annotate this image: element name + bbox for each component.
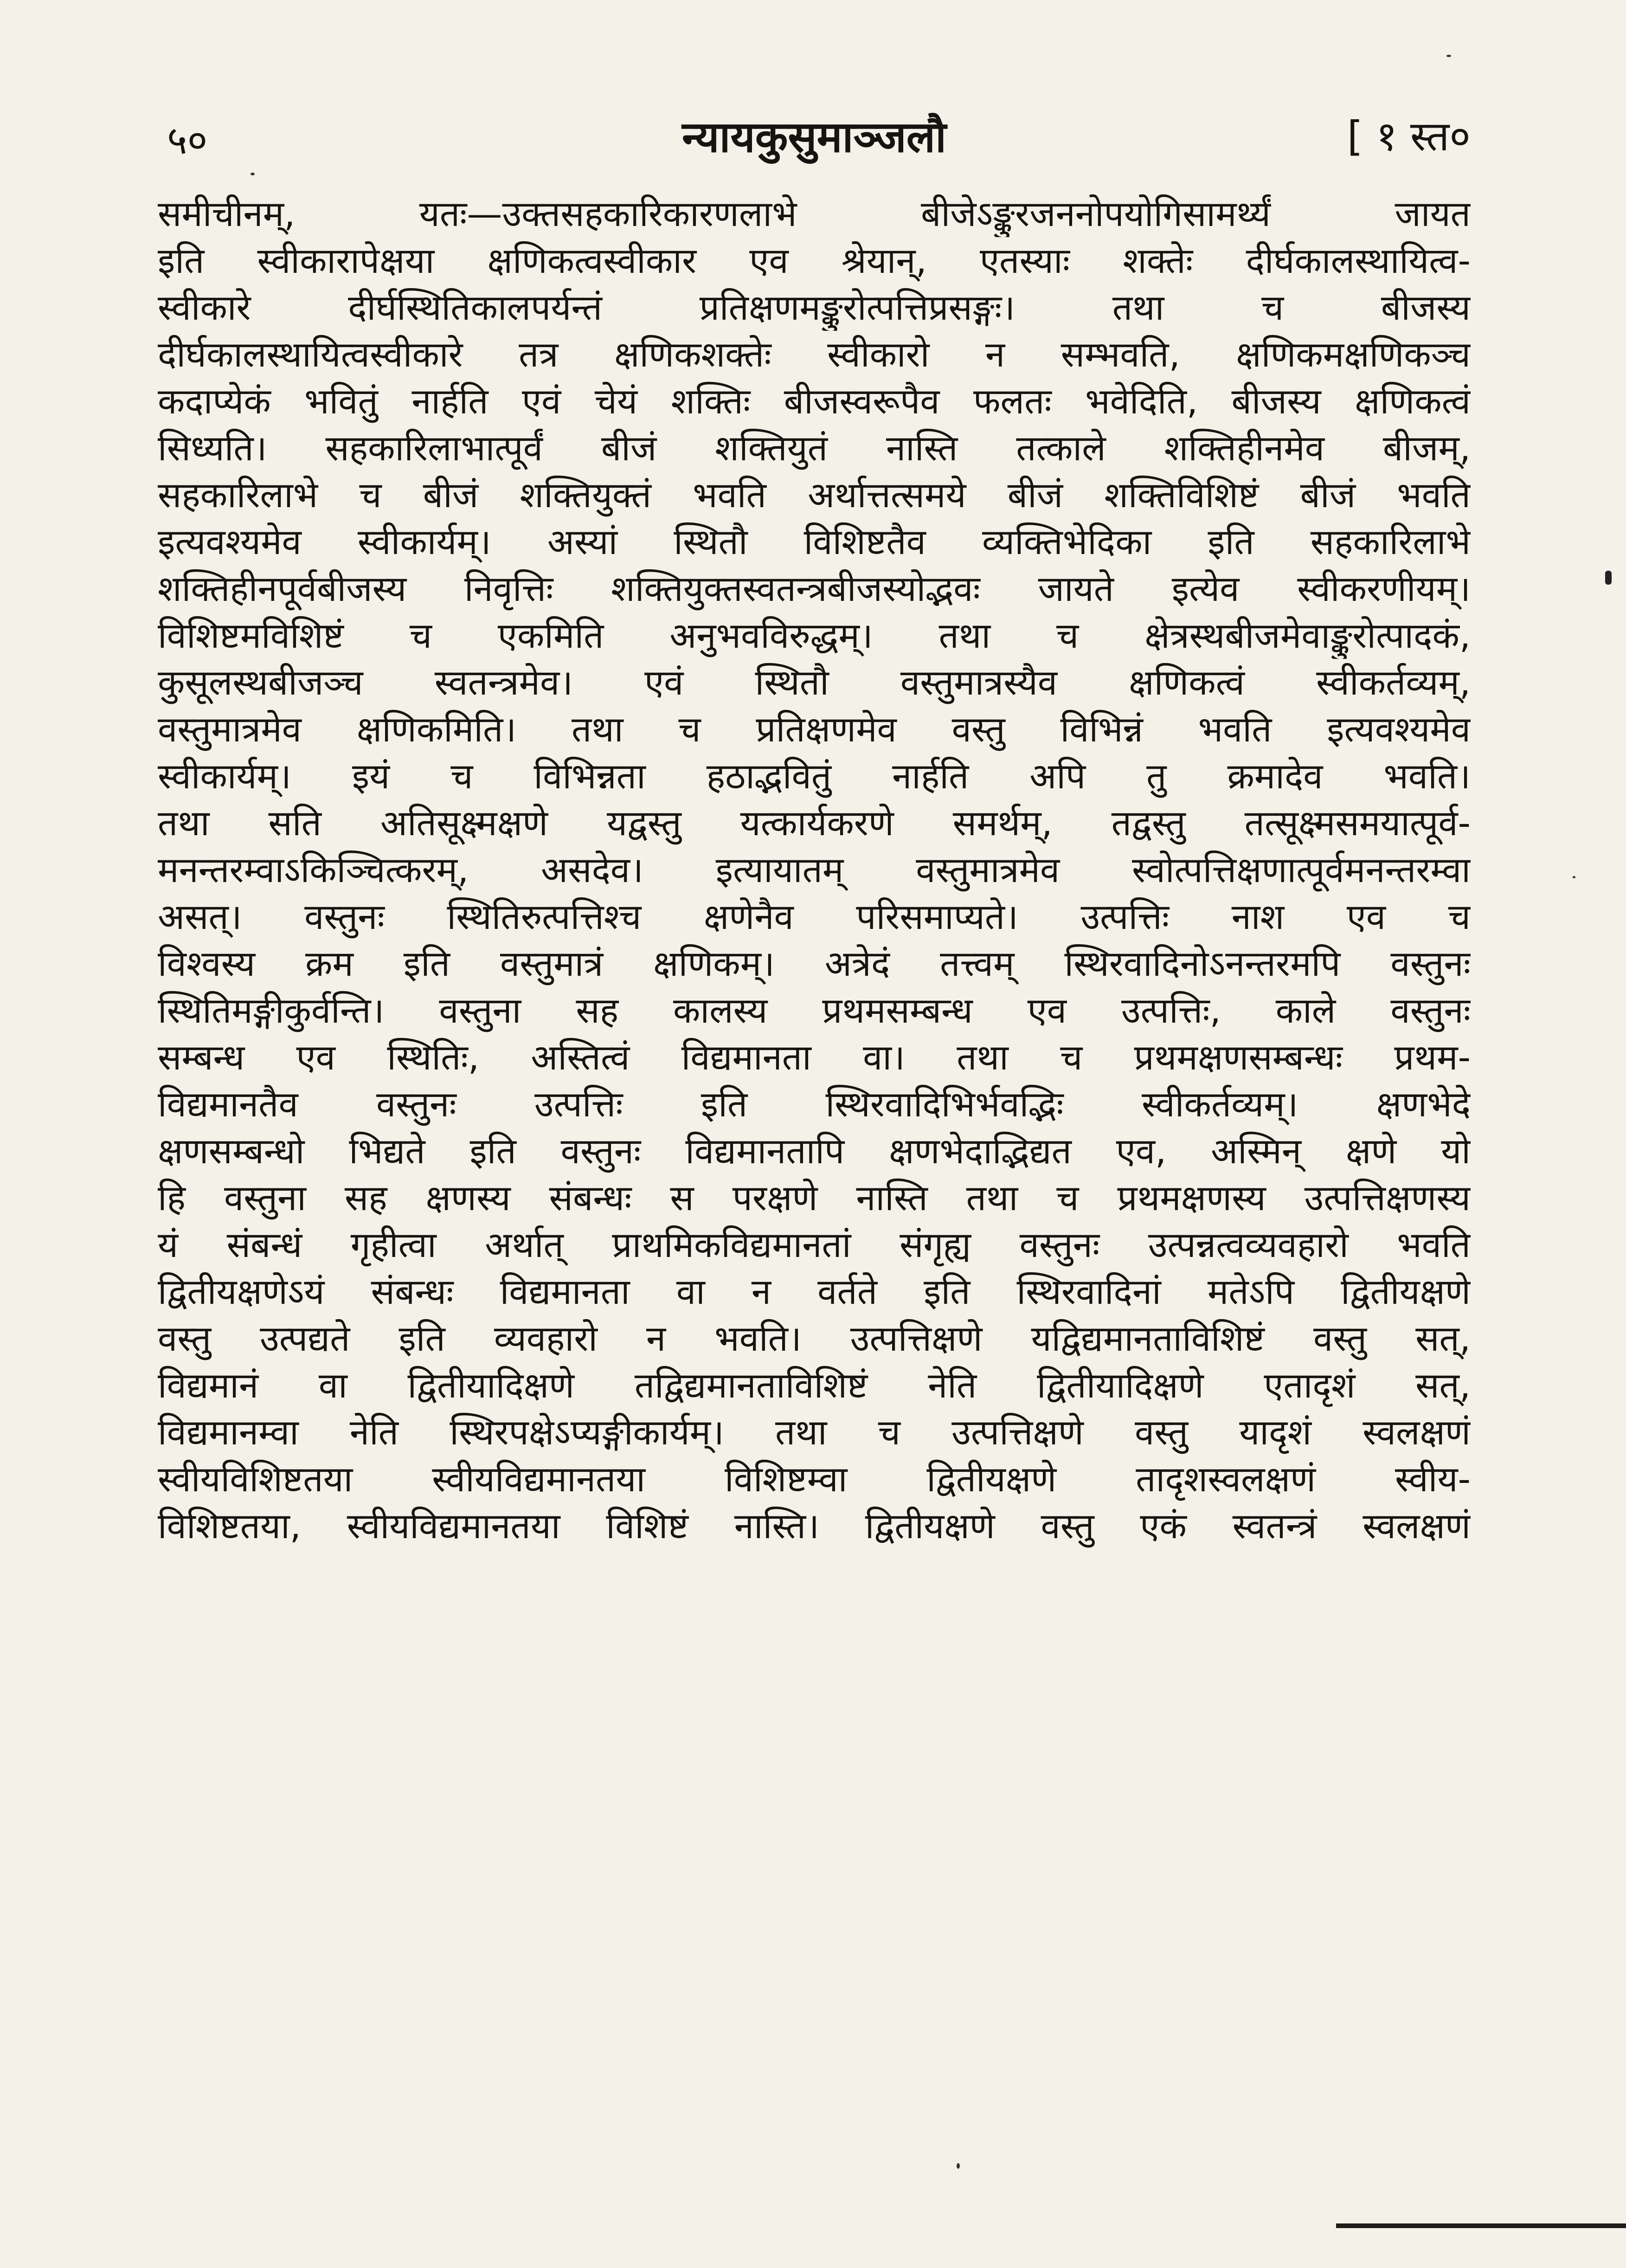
text-line: स्वीकारे दीर्घस्थितिकालपर्यन्तं प्रतिक्षणमङ्कुरोत्पत्तिप्रसङ्गः। तथा च बीजस्य: [158, 287, 1471, 328]
scan-speck: [1573, 876, 1575, 878]
scan-speck: [957, 2163, 960, 2169]
text-line: इति स्वीकारापेक्षया क्षणिकत्वस्वीकार एव श्रेयान्, एतस्याः शक्तेः दीर्घकालस्थायित्व-: [158, 240, 1471, 281]
text-line: वस्तु उत्पद्यते इति व्यवहारो न भवति। उत्पत्तिक्षणे यद्विद्यमानताविशिष्टं वस्तु सत्,: [158, 1318, 1471, 1359]
bottom-rule: [1336, 2223, 1626, 2228]
text-line: क्षणसम्बन्धो भिद्यते इति वस्तुनः विद्यमानतापि क्षणभेदाद्भिद्यत एव, अस्मिन् क्षणे यो: [158, 1130, 1471, 1172]
text-line: विद्यमानम्वा नेति स्थिरपक्षेऽप्यङ्गीकार्यम्। तथा च उत्पत्तिक्षणे वस्तु यादृशं स्वलक्षणं: [158, 1411, 1471, 1453]
text-line: यं संबन्धं गृहीत्वा अर्थात् प्राथमिकविद्यमानतां संगृह्य वस्तुनः उत्पन्नत्वव्यवहारो भवति: [158, 1224, 1471, 1265]
page-header: [158, 111, 1471, 176]
margin-mark: [1605, 571, 1612, 585]
text-line: मनन्तरम्वाऽकिञ्चित्करम्, असदेव। इत्यायातम् वस्तुमात्रमेव स्वोत्पत्तिक्षणात्पूर्वमनन्तरम्वा: [158, 849, 1471, 890]
text-line: असत्। वस्तुनः स्थितिरुत्पत्तिश्च क्षणेनैव परिसमाप्यते। उत्पत्तिः नाश एव च: [158, 896, 1471, 937]
text-line: वस्तुमात्रमेव क्षणिकमिति। तथा च प्रतिक्षणमेव वस्तु विभिन्नं भवति इत्यवश्यमेव: [158, 709, 1471, 750]
text-line: दीर्घकालस्थायित्वस्वीकारे तत्र क्षणिकशक्तेः स्वीकारो न सम्भवति, क्षणिकमक्षणिकञ्च: [158, 334, 1471, 375]
running-title: न्यायकुसुमाञ्जलौ: [682, 112, 946, 162]
body-text: [158, 190, 1471, 1549]
text-line: सहकारिलाभे च बीजं शक्तियुक्तं भवति अर्थात्तत्समये बीजं शक्तिविशिष्टं बीजं भवति: [158, 474, 1471, 515]
text-line: द्वितीयक्षणेऽयं संबन्धः विद्यमानता वा न वर्तते इति स्थिरवादिनां मतेऽपि द्वितीयक्षणे: [158, 1271, 1471, 1312]
scan-speck: [1446, 55, 1451, 57]
text-line: विश्वस्य क्रम इति वस्तुमात्रं क्षणिकम्। अत्रेदं तत्त्वम् स्थिरवादिनोऽनन्तरमपि वस्तुनः: [158, 943, 1471, 984]
text-line: विशिष्टतया, स्वीयविद्यमानतया विशिष्टं नास्ति। द्वितीयक्षणे वस्तु एकं स्वतन्त्रं स्वलक्षणं: [158, 1505, 1471, 1546]
page-number: ५०: [167, 117, 208, 163]
scan-speck: [251, 173, 255, 175]
section-reference: [ १ स्त०: [1347, 112, 1471, 160]
text-line: कदाप्येकं भवितुं नार्हति एवं चेयं शक्तिः बीजस्वरूपैव फलतः भवेदिति, बीजस्य क्षणिकत्वं: [158, 380, 1471, 422]
text-line: सम्बन्ध एव स्थितिः, अस्तित्वं विद्यमानता वा। तथा च प्रथमक्षणसम्बन्धः प्रथम-: [158, 1037, 1471, 1078]
text-line: विद्यमानं वा द्वितीयादिक्षणे तद्विद्यमानताविशिष्टं नेति द्वितीयादिक्षणे एतादृशं सत्,: [158, 1365, 1471, 1406]
text-line: कुसूलस्थबीजञ्च स्वतन्त्रमेव। एवं स्थितौ वस्तुमात्रस्यैव क्षणिकत्वं स्वीकर्तव्यम्,: [158, 662, 1471, 703]
text-line: स्थितिमङ्गीकुर्वन्ति। वस्तुना सह कालस्य प्रथमसम्बन्ध एव उत्पत्तिः, काले वस्तुनः: [158, 990, 1471, 1031]
text-line: विशिष्टमविशिष्टं च एकमिति अनुभवविरुद्धम्। तथा च क्षेत्रस्थबीजमेवाङ्कुरोत्पादकं,: [158, 615, 1471, 656]
text-line: विद्यमानतैव वस्तुनः उत्पत्तिः इति स्थिरवादिभिर्भवद्भिः स्वीकर्तव्यम्। क्षणभेदे: [158, 1083, 1471, 1125]
text-line: इत्यवश्यमेव स्वीकार्यम्। अस्यां स्थितौ विशिष्टतैव व्यक्तिभेदिका इति सहकारिलाभे: [158, 521, 1471, 562]
text-line: सिध्यति। सहकारिलाभात्पूर्वं बीजं शक्तियुतं नास्ति तत्काले शक्तिहीनमेव बीजम्,: [158, 427, 1471, 469]
text-line: स्वीयविशिष्टतया स्वीयविद्यमानतया विशिष्टम्वा द्वितीयक्षणे तादृशस्वलक्षणं स्वीय-: [158, 1458, 1471, 1500]
text-line: हि वस्तुना सह क्षणस्य संबन्धः स परक्षणे नास्ति तथा च प्रथमक्षणस्य उत्पत्तिक्षणस्य: [158, 1177, 1471, 1218]
text-line: स्वीकार्यम्। इयं च विभिन्नता हठाद्भवितुं नार्हति अपि तु क्रमादेव भवति।: [158, 755, 1471, 797]
text-line: समीचीनम्, यतः—उक्तसहकारिकारणलाभे बीजेऽङ्कुरजननोपयोगिसामर्थ्यं जायत: [158, 193, 1471, 234]
text-line: शक्तिहीनपूर्वबीजस्य निवृत्तिः शक्तियुक्तस्वतन्त्रबीजस्योद्भवः जायते इत्येव स्वीकरणीयम्।: [158, 568, 1471, 609]
text-line: तथा सति अतिसूक्ष्मक्षणे यद्वस्तु यत्कार्यकरणे समर्थम्, तद्वस्तु तत्सूक्ष्मसमयात्पूर्व-: [158, 802, 1471, 844]
